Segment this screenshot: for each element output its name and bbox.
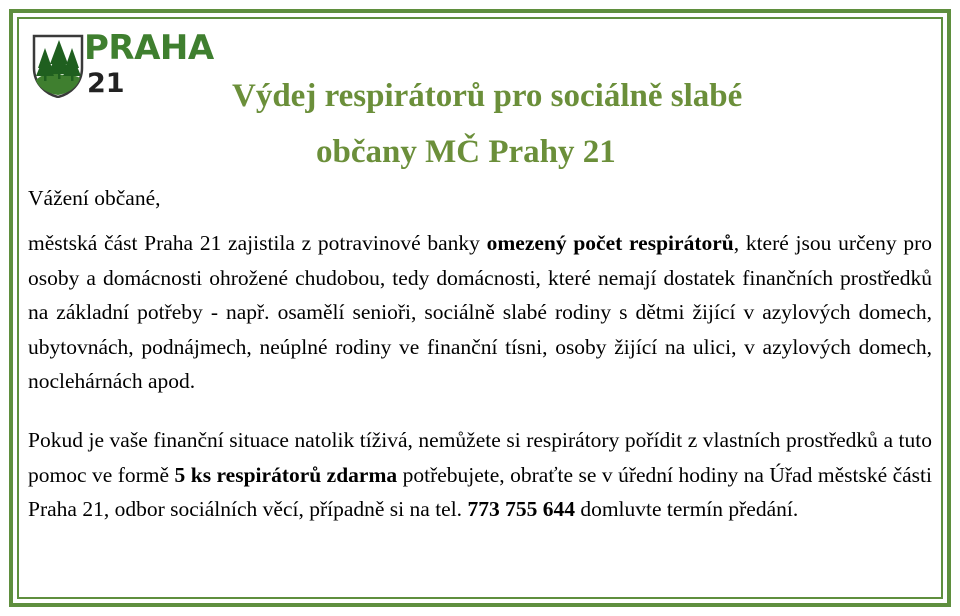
paragraph-2 <box>28 423 932 527</box>
paragraph-1 <box>28 226 932 399</box>
p2-text-start: Pokud je vaše finanční situace natolik tíživá, nemůžete si respirátory pořídit z vlastních prostředků a tuto pomoc ve formě <box>28 428 932 487</box>
p2-text-end: domluvte termín předání. <box>574 497 799 521</box>
logo-name: PRAHA <box>84 28 214 68</box>
p1-text-start: městská část Praha 21 zajistila z potravinové banky <box>28 231 487 255</box>
coat-of-arms-icon <box>32 34 84 98</box>
praha-21-logo <box>32 28 214 104</box>
p2-bold-phone-number: 773 755 644 <box>467 497 575 521</box>
logo-number: 21 <box>87 68 125 99</box>
page-title-line-1: Výdej respirátorů pro sociálně slabé <box>232 78 743 114</box>
p2-bold-free-respirators: 5 ks respirátorů zdarma <box>174 462 398 487</box>
page-title-line-2: občany MČ Prahy 21 <box>316 134 616 170</box>
p1-bold-limited-count: omezený počet respirátorů <box>486 231 734 255</box>
greeting: Vážení občané, <box>28 186 161 210</box>
p1-text-end: , které jsou určeny pro osoby a domácnosti ohrožené chudobou, tedy domácnosti, které nemají dostatek finančních prostředků na základní potřeby - např. osamělí senioři, sociálně slabé rodiny s dětmi žijící v azylových domech, ubytovnách, podnájmech, neúplné rodiny ve finanční tísni, osoby žijící na ulici, v azylových domech, noclehárnách apod. <box>28 231 932 393</box>
p2-text-middle: potřebujete, obraťte se v úřední hodiny na Úřad městské části Praha 21, odbor sociálních věcí, případně si na tel. <box>28 462 932 521</box>
